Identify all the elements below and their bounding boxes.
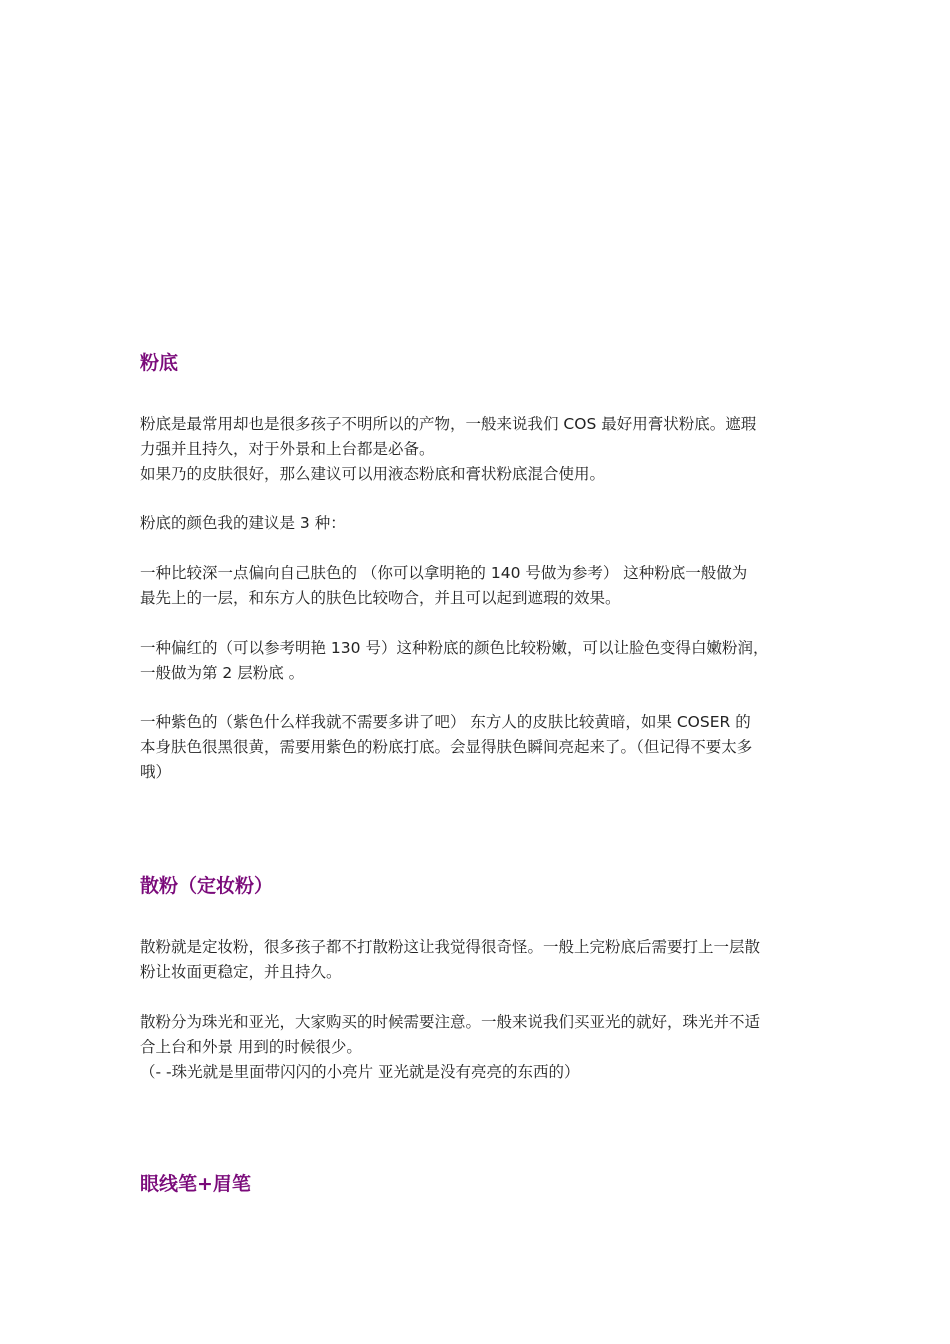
text-line: 如果乃的皮肤很好，那么建议可以用液态粉底和膏状粉底混合使用。 [140, 465, 606, 483]
text-line: 本身肤色很黑很黄，需要用紫色的粉底打底。会显得肤色瞬间亮起来了。（但记得不要太多 [140, 738, 753, 756]
text-line: 力强并且持久，对于外景和上台都是必备。 [140, 440, 435, 458]
paragraph-loose-powder-intro [140, 935, 822, 985]
text-line: 粉底的颜色我的建议是 3 种： [140, 514, 346, 532]
section-heading-eyeliner-eyebrow: 眼线笔+眉笔 [140, 1173, 251, 1195]
text-line: 一种紫色的（紫色什么样我就不需要多讲了吧） 东方人的皮肤比较黄暗，如果 COSER 的 [140, 713, 751, 731]
section-heading-foundation: 粉底 [140, 352, 179, 374]
text-line: 合上台和外景 用到的时候很少。 [140, 1038, 362, 1056]
text-line: 散粉分为珠光和亚光，大家购买的时候需要注意。一般来说我们买亚光的就好，珠光并不适 [140, 1013, 761, 1031]
text-line: 一种比较深一点偏向自己肤色的 （你可以拿明艳的 140 号做为参考） 这种粉底一般做为 [140, 564, 748, 582]
section-heading-loose-powder: 散粉（定妆粉） [140, 875, 274, 897]
text-line: 散粉就是定妆粉，很多孩子都不打散粉这让我觉得很奇怪。一般上完粉底后需要打上一层散 [140, 938, 761, 956]
text-line: 粉让妆面更稳定，并且持久。 [140, 963, 342, 981]
paragraph-foundation-dark [140, 561, 822, 611]
paragraph-foundation-red [140, 636, 822, 686]
text-line: （- -珠光就是里面带闪闪的小亮片 亚光就是没有亮亮的东西的） [140, 1063, 580, 1081]
paragraph-loose-powder-types [140, 1010, 822, 1085]
paragraph-foundation-intro [140, 412, 822, 487]
text-line: 一种偏红的（可以参考明艳 130 号）这种粉底的颜色比较粉嫩，可以让脸色变得白嫩粉润， [140, 639, 769, 657]
text-line: 最先上的一层，和东方人的肤色比较吻合，并且可以起到遮瑕的效果。 [140, 589, 621, 607]
paragraph-foundation-colors [140, 511, 822, 536]
text-line: 哦） [140, 763, 172, 781]
text-line: 一般做为第 2 层粉底 。 [140, 664, 305, 682]
paragraph-foundation-purple [140, 710, 822, 785]
text-line: 粉底是最常用却也是很多孩子不明所以的产物，一般来说我们 COS 最好用膏状粉底。遮瑕 [140, 415, 757, 433]
